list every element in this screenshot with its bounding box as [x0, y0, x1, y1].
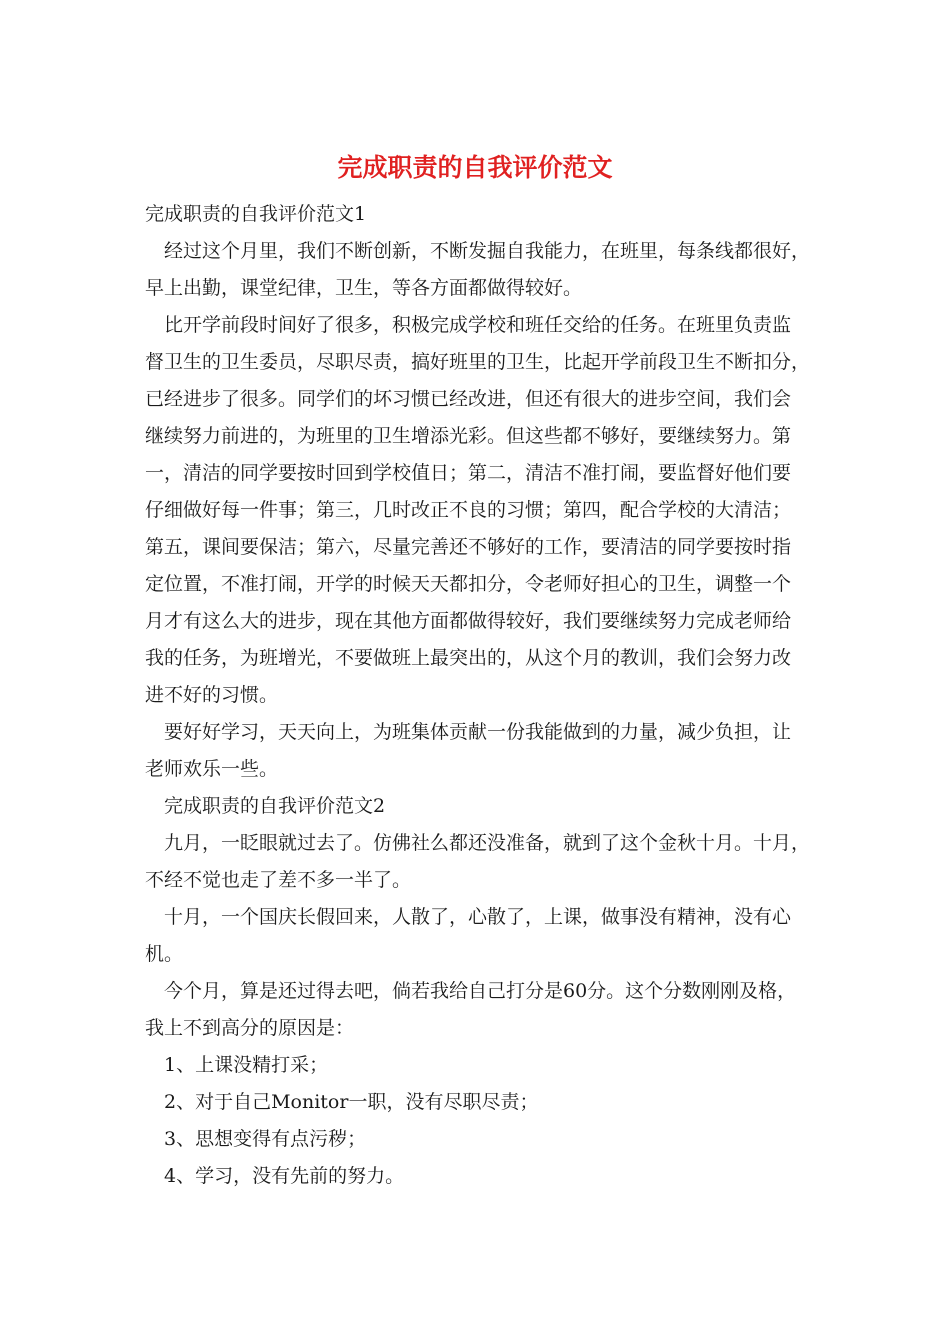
text-line: 比开学前段时间好了很多，积极完成学校和班任交给的任务。在班里负责监 — [164, 314, 792, 336]
text-line: 督卫生的卫生委员，尽职尽责，搞好班里的卫生，比起开学前段卫生不断扣分， — [145, 351, 811, 373]
text-line: 机。 — [145, 943, 184, 965]
text-line: 老师欢乐一些。 — [145, 758, 279, 780]
text-line: 第五，课间要保洁；第六，尽量完善还不够好的工作，要清洁的同学要按时指 — [145, 536, 792, 558]
text-line: 一，清洁的同学要按时回到学校值日；第二，清洁不准打闹，要监督好他们要 — [145, 462, 792, 484]
text-line: 月才有这么大的进步，现在其他方面都做得较好，我们要继续努力完成老师给 — [145, 610, 792, 632]
text-line: 经过这个月里，我们不断创新，不断发掘自我能力，在班里，每条线都很好， — [164, 240, 811, 262]
text-line: 完成职责的自我评价范文2 — [164, 795, 386, 817]
document-title: 完成职责的自我评价范文 — [337, 153, 613, 182]
text-line: 2、对于自己Monitor一职，没有尽职尽责； — [164, 1091, 539, 1113]
text-line: 定位置，不准打闹，开学的时候天天都扣分，令老师好担心的卫生，调整一个 — [145, 573, 792, 595]
text-line: 仔细做好每一件事；第三，几时改正不良的习惯；第四，配合学校的大清洁； — [145, 499, 792, 521]
text-line: 1、上课没精打采； — [164, 1054, 329, 1076]
text-line: 早上出勤，课堂纪律，卫生，等各方面都做得较好。 — [145, 277, 583, 299]
text-line: 今个月，算是还过得去吧，倘若我给自己打分是60分。这个分数刚刚及格， — [164, 980, 797, 1002]
text-line: 我的任务，为班增光，不要做班上最突出的，从这个月的教训，我们会努力改 — [145, 647, 792, 669]
document-body — [145, 196, 810, 1195]
text-line: 十月，一个国庆长假回来，人散了，心散了，上课，做事没有精神，没有心 — [164, 906, 792, 928]
text-line: 进不好的习惯。 — [145, 684, 279, 706]
text-line: 九月，一眨眼就过去了。仿佛社么都还没准备，就到了这个金秋十月。十月， — [164, 832, 811, 854]
text-line: 继续努力前进的，为班里的卫生增添光彩。但这些都不够好，要继续努力。第 — [145, 425, 792, 447]
text-line: 已经进步了很多。同学们的坏习惯已经改进，但还有很大的进步空间，我们会 — [145, 388, 792, 410]
text-line: 要好好学习，天天向上，为班集体贡献一份我能做到的力量，减少负担，让 — [164, 721, 792, 743]
text-line: 不经不觉也走了差不多一半了。 — [145, 869, 412, 891]
text-line: 完成职责的自我评价范文1 — [145, 203, 367, 225]
text-line: 4、学习，没有先前的努力。 — [164, 1165, 405, 1187]
text-line: 3、思想变得有点污秽； — [164, 1128, 367, 1150]
text-line: 我上不到高分的原因是： — [145, 1017, 355, 1039]
